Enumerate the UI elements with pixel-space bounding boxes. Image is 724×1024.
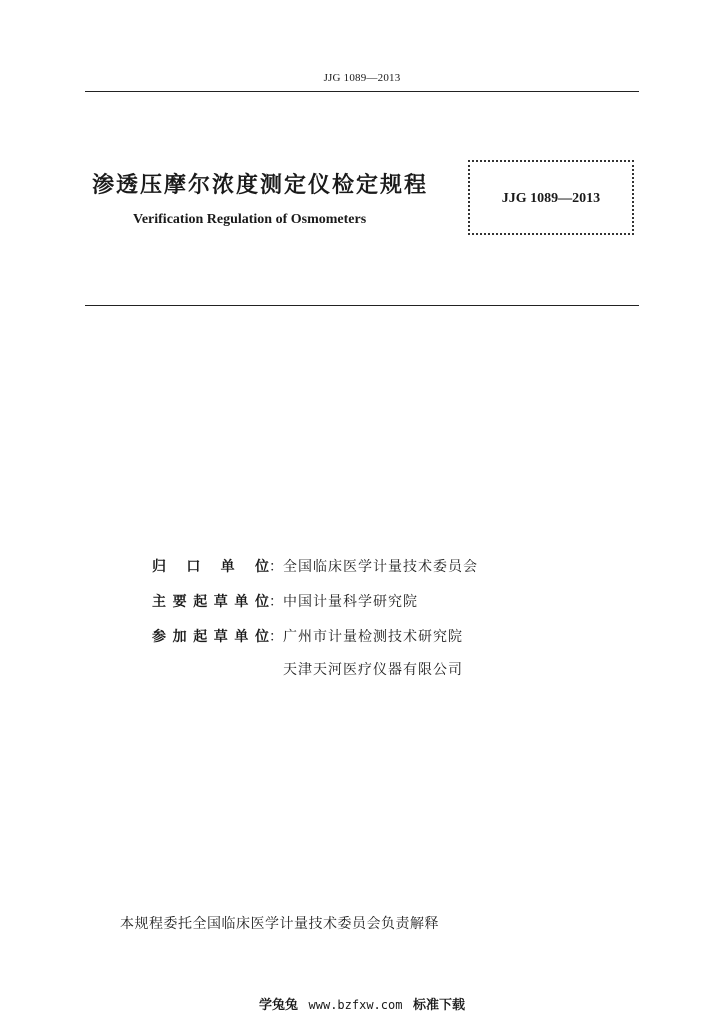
org-value: 天津天河医疗仪器有限公司	[283, 662, 463, 678]
header-standard-code: JJG 1089—2013	[323, 72, 401, 84]
org-value: 全国临床医学计量技术委员会	[283, 559, 478, 575]
org-separator: ：	[269, 559, 283, 575]
top-rule	[85, 91, 639, 92]
org-row-participating-drafter	[152, 626, 463, 646]
footer-suffix: 标准下载	[412, 998, 465, 1013]
footer-url[interactable]: www.bzfxw.com	[308, 998, 403, 1012]
org-label: 主要起草单位	[152, 594, 269, 610]
title-english: Verification Regulation of Osmometers	[133, 212, 367, 227]
standard-code-box	[468, 160, 634, 235]
org-label: 参加起草单位	[152, 629, 269, 645]
org-separator: ：	[269, 594, 283, 610]
interpretation-statement: 本规程委托全国临床医学计量技术委员会负责解释	[120, 916, 439, 932]
middle-rule	[85, 305, 639, 306]
org-value: 广州市计量检测技术研究院	[283, 629, 463, 645]
title-chinese: 渗透压摩尔浓度测定仪检定规程	[92, 173, 429, 198]
org-label: 归 口 单 位	[152, 559, 269, 575]
standard-code-box-text: JJG 1089—2013	[501, 191, 601, 206]
org-row-main-drafter	[152, 591, 418, 611]
footer-prefix: 学兔兔	[258, 998, 298, 1013]
org-row-responsible	[152, 556, 478, 576]
org-value: 中国计量科学研究院	[283, 594, 418, 610]
org-row-participating-drafter-2	[152, 659, 463, 679]
org-separator: ：	[269, 629, 283, 645]
footer-watermark	[0, 994, 724, 1013]
